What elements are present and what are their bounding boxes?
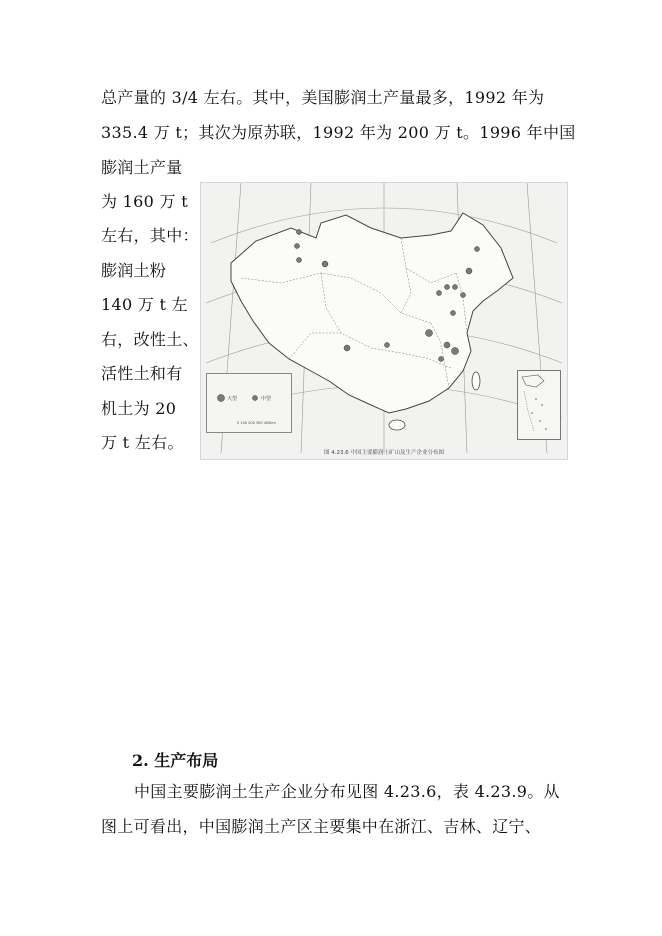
map-legend	[206, 373, 292, 433]
legend-medium-label: 中型	[261, 396, 272, 402]
paragraph-line: 为 160 万 t	[101, 192, 188, 211]
figure-caption: 图 4.23.6 中国主要膨润土矿山及生产企业分布图	[324, 450, 444, 456]
inset-illustration	[518, 371, 560, 439]
paragraph-line: 左右，其中：	[101, 226, 199, 245]
paragraph-line: 膨润土粉	[101, 261, 167, 280]
paragraph-line: 图上可看出，中国膨润土产区主要集中在浙江、吉林、辽宁、	[101, 817, 542, 836]
legend-large-label: 大型	[227, 396, 238, 402]
scale-bar-label: 0 100 200 300 400km	[237, 421, 276, 425]
paragraph-line: 335.4 万 t；其次为原苏联，1992 年为 200 万 t。1996 年中国	[101, 123, 576, 142]
paragraph-line: 140 万 t 左	[101, 295, 188, 314]
south-china-sea-inset	[517, 370, 561, 440]
section-heading: 2. 生产布局	[132, 751, 219, 770]
paragraph-line: 万 t 左右。	[101, 433, 184, 452]
paragraph-line: 机土为 20	[101, 399, 177, 418]
legend-symbols	[207, 390, 291, 410]
paragraph-line: 中国主要膨润土生产企业分布见图 4.23.6，表 4.23.9。从	[134, 782, 560, 801]
paragraph-line: 右，改性土、	[101, 330, 199, 349]
bentonite-distribution-map	[200, 182, 568, 460]
paragraph-line: 总产量的 3/4 左右。其中，美国膨润土产量最多，1992 年为	[101, 88, 545, 107]
paragraph-line: 活性土和有	[101, 364, 183, 383]
paragraph-line: 膨润土产量	[101, 158, 183, 177]
